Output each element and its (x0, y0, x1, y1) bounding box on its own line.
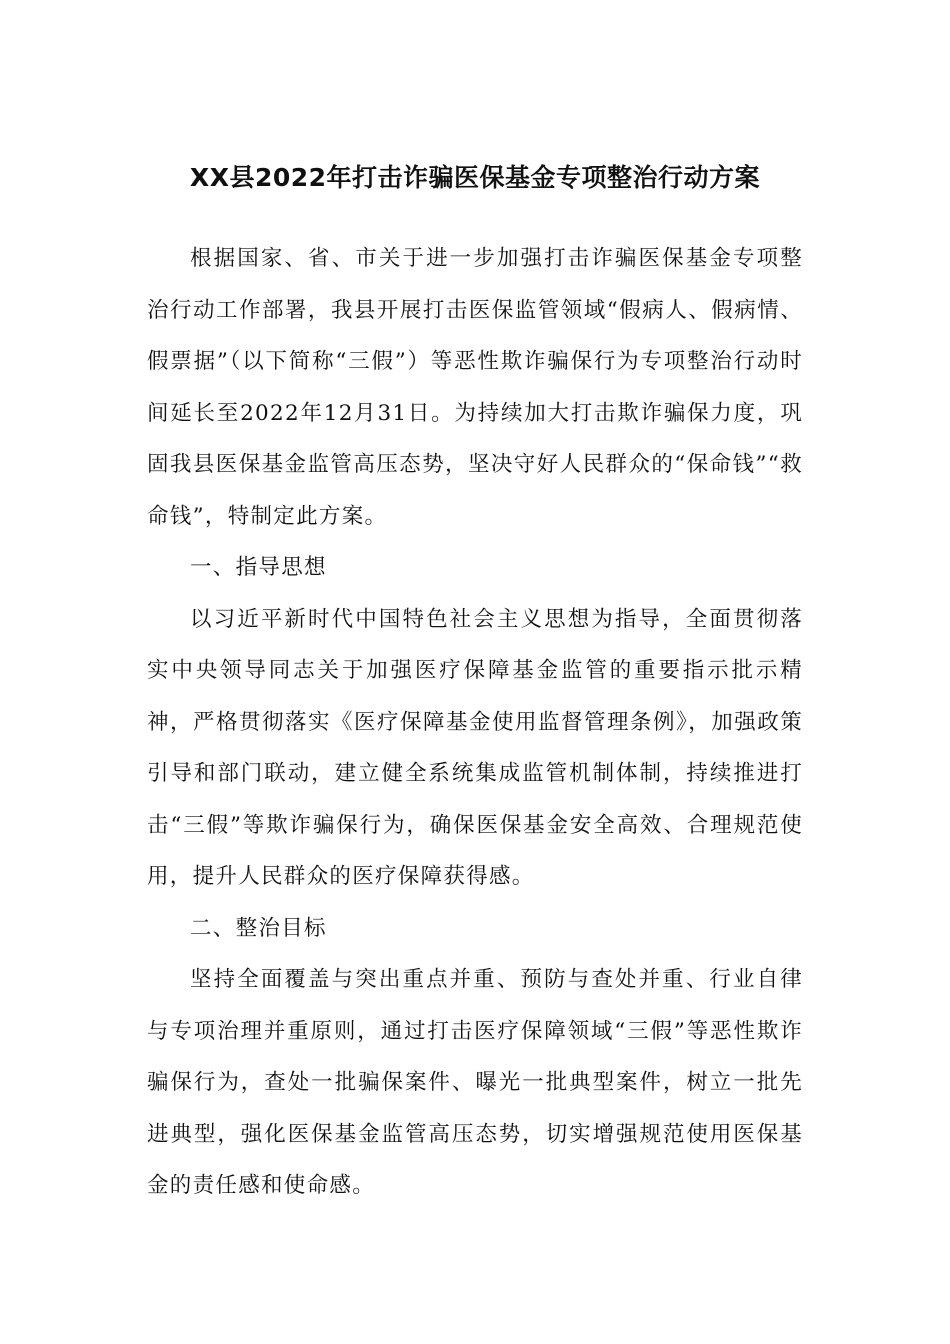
guiding-thought-paragraph: 以习近平新时代中国特色社会主义思想为指导，全面贯彻落实中央领导同志关于加强医疗保障基金监管的重要指示批示精神，严格贯彻落实《医疗保障基金使用监督管理条例》，加强政策引导和部门联动，建立健全系统集成监管机制体制，持续推进打击“三假”等欺诈骗保行为，确保医保基金安全高效、合理规范使用，提升人民群众的医疗保障获得感。 (147, 606, 803, 889)
document-body (147, 233, 803, 1212)
section-heading-guiding-thought: 一、指导思想 (190, 555, 327, 580)
intro-paragraph: 根据国家、省、市关于进一步加强打击诈骗医保基金专项整治行动工作部署，我县开展打击医保监管领域“假病人、假病情、假票据”（以下简称“三假”）等恶性欺诈骗保行为专项整治行动时间延长至2022年12月31日。为持续加大打击欺诈骗保力度，巩固我县医保基金监管高压态势，坚决守好人民群众的“保命钱”“救命钱”，特制定此方案。 (147, 246, 803, 529)
document-title: XX县2022年打击诈骗医保基金专项整治行动方案 (189, 163, 761, 192)
goals-paragraph: 坚持全面覆盖与突出重点并重、预防与查处并重、行业自律与专项治理并重原则，通过打击医疗保障领域“三假”等恶性欺诈骗保行为，查处一批骗保案件、曝光一批典型案件，树立一批先进典型，强化医保基金监管高压态势，切实增强规范使用医保基金的责任感和使命感。 (147, 967, 803, 1198)
section-heading-goals: 二、整治目标 (190, 915, 327, 941)
